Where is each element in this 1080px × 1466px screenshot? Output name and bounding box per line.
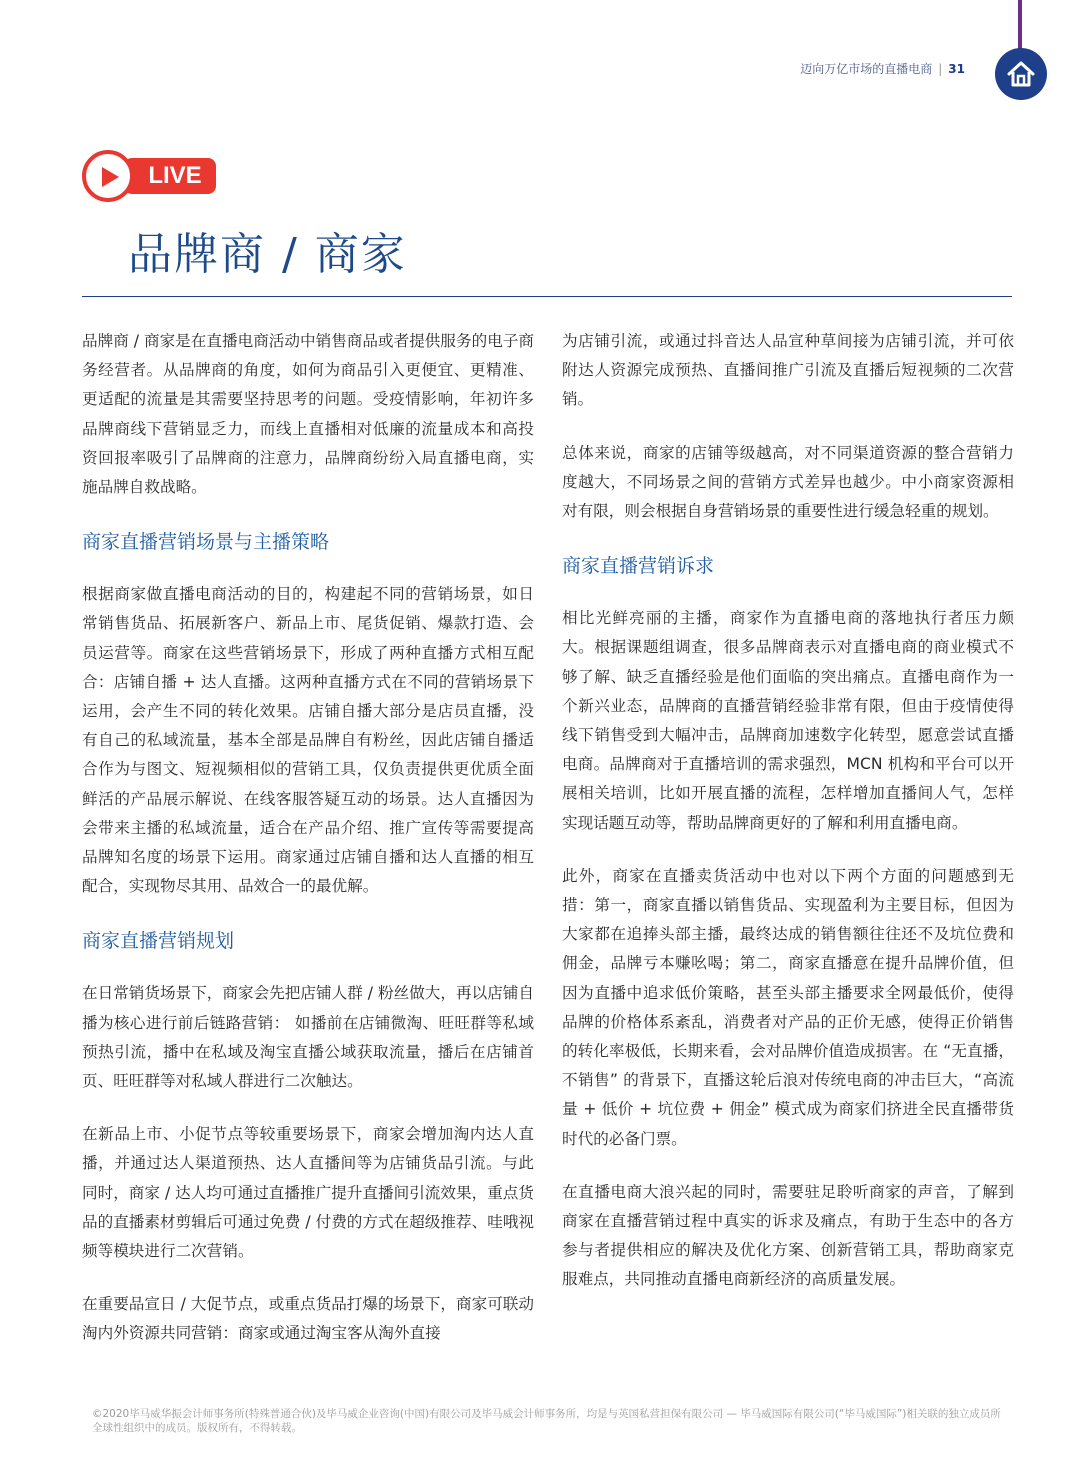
section-heading-planning: 商家直播营销规划	[82, 930, 235, 953]
demands-paragraph-3: 在直播电商大浪兴起的同时，需要驻足聆听商家的声音，了解到商家在直播营销过程中真实的诉求及痛点，有助于生态中的各方参与者提供相应的解决及优化方案、创新营销工具，帮助商家克服难点，共同推动直播电商新经济的高质量发展。	[562, 1182, 1014, 1289]
live-label: LIVE	[124, 158, 216, 194]
running-header	[700, 60, 965, 77]
demands-paragraph-1: 相比光鲜亮丽的主播，商家作为直播电商的落地执行者压力颇大。根据课题组调查，很多品牌商表示对直播电商的商业模式不够了解、缺乏直播经验是他们面临的突出痛点。直播电商作为一个新兴业态，品牌商的直播营销经验非常有限，但由于疫情使得线下销售受到大幅冲击，品牌商加速数字化转型，愿意尝试直播电商。品牌商对于直播培训的需求强烈，MCN 机构和平台可以开展相关培训，比如开展直播的流程，怎样增加直播间人气，怎样实现话题互动等，帮助品牌商更好的了解和利用直播电商。	[562, 609, 1014, 832]
header-separator: |	[938, 62, 943, 76]
demands-paragraph-2: 此外，商家在直播卖货活动中也对以下两个方面的问题感到无措：第一，商家直播以销售货品、实现盈利为主要目标，但因为大家都在追捧头部主播，最终达成的销售额往往还不及坑位费和佣金，品牌亏本赚吆喝；第二，商家直播意在提升品牌价值，但因为直播中追求低价策略，甚至头部主播要求全网最低价，使得品牌的价格体系紊乱，消费者对产品的正价无感，使得正价销售的转化率极低，长期来看，会对品牌价值造成损害。在 “无直播，不销售” 的背景下，直播这轮后浪对传统电商的冲击巨大，“高流量 + 低价 + 坑位费 + 佣金” 模式成为商家们挤进全民直播带货时代的必备门票。	[562, 866, 1014, 1148]
continued-paragraph: 为店铺引流，或通过抖音达人品宣种草间接为店铺引流，并可依附达人资源完成预热、直播间推广引流及直播后短视频的二次营销。	[562, 332, 1014, 409]
page-number: 31	[948, 62, 965, 76]
page-title: 品牌商 / 商家	[128, 229, 407, 280]
right-column	[562, 327, 1014, 1295]
scenarios-paragraph: 根据商家做直播电商活动的目的，构建起不同的营销场景，如日常销售货品、拓展新客户、新品上市、尾货促销、爆款打造、会员运营等。商家在这些营销场景下，形成了两种直播方式相互配合：店铺自播 + 达人直播。这两种直播方式在不同的营销场景下运用，会产生不同的转化效果。店铺自播大部分是店员直播，没有自己的私域流量，基本全部是品牌自有粉丝，因此店铺自播适合作为与图文、短视频相似的营销工具，仅负责提供更优质全面鲜活的产品展示解说、在线客服答疑互动的场景。达人直播因为会带来主播的私域流量，适合在产品介绍、推广宣传等需要提高品牌知名度的场景下运用。商家通过店铺自播和达人直播的相互配合，实现物尽其用、品效合一的最优解。	[82, 585, 534, 896]
home-icon	[1005, 58, 1037, 90]
top-accent-line	[1018, 0, 1022, 50]
copyright-footer: ©2020毕马威华振会计师事务所(特殊普通合伙)及毕马威企业咨询(中国)有限公司及毕马威会计师事务所，均是与英国私营担保有限公司 — 毕马威国际有限公司(“毕马威国际”)相关联的独立成员所全球性组织中的成员。版权所有，不得转载。	[92, 1408, 1001, 1434]
planning-paragraph-2: 在新品上市、小促节点等较重要场景下，商家会增加淘内达人直播，并通过达人渠道预热、达人直播间等为店铺货品引流。与此同时，商家 / 达人均可通过直播推广提升直播间引流效果，重点货品的直播素材剪辑后可通过免费 / 付费的方式在超级推荐、哇哦视频等模块进行二次营销。	[82, 1125, 534, 1261]
title-divider	[82, 296, 1012, 297]
live-badge	[82, 150, 216, 202]
section-heading-scenarios: 商家直播营销场景与主播策略	[82, 531, 330, 554]
play-circle	[82, 150, 134, 202]
planning-paragraph-3: 在重要品宣日 / 大促节点，或重点货品打爆的场景下，商家可联动淘内外资源共同营销：商家或通过淘宝客从淘外直接	[82, 1295, 534, 1343]
intro-paragraph: 品牌商 / 商家是在直播电商活动中销售商品或者提供服务的电子商务经营者。从品牌商的角度，如何为商品引入更便宜、更精准、更适配的流量是其需要坚持思考的问题。受疫情影响，年初许多品牌商线下营销显乏力，而线上直播相对低廉的流量成本和高投资回报率吸引了品牌商的注意力，品牌商纷纷入局直播电商，实施品牌自救战略。	[82, 332, 534, 497]
summary-paragraph: 总体来说，商家的店铺等级越高，对不同渠道资源的整合营销力度越大，不同场景之间的营销方式差异也越少。中小商家资源相对有限，则会根据自身营销场景的重要性进行缓急轻重的规划。	[562, 443, 1014, 521]
play-icon	[99, 165, 121, 189]
left-column	[82, 327, 534, 1349]
home-button[interactable]	[995, 48, 1047, 100]
planning-paragraph-1: 在日常销货场景下，商家会先把店铺人群 / 粉丝做大，再以店铺自播为核心进行前后链路营销： 如播前在店铺微淘、旺旺群等私域预热引流，播中在私域及淘宝直播公域获取流量，播后在店铺首页、旺旺群等对私域人群进行二次触达。	[82, 984, 534, 1091]
section-heading-demands: 商家直播营销诉求	[562, 555, 715, 578]
running-title: 迈向万亿市场的直播电商	[800, 62, 933, 76]
